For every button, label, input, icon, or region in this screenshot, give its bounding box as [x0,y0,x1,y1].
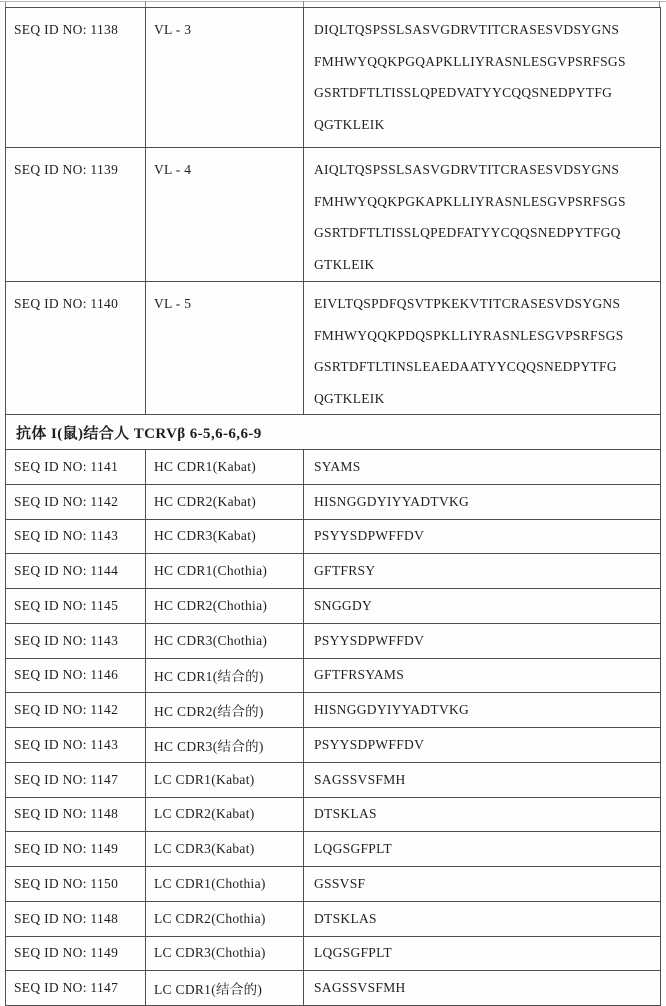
sequence-cell: HISNGGDYIYYADTVKG [304,693,661,728]
table-row [6,867,661,902]
sequence-cell: DIQLTQSPSSLSASVGDRVTITCRASESVDSYGNS FMHWYQQKPGQAPKLLIYRASNLESGVPSRFSGS GSRTDFTLTISSLQPEDVATYYCQQSNEDPYTFG QGTKLEIK [304,8,661,148]
seq-id-cell: SEQ ID NO: 1144 [6,554,146,589]
label-cell: LC CDR1(Chothia) [146,867,304,902]
seq-id-cell: SEQ ID NO: 1143 [6,623,146,658]
table-row [6,484,661,519]
table-row [6,148,661,282]
label-cell: HC CDR2(结合的) [146,693,304,728]
sequence-cell: DTSKLAS [304,901,661,936]
sequence-cell: GSSVSF [304,867,661,902]
table-row [6,554,661,589]
sequence-cell: SAGSSVSFMH [304,762,661,797]
label-cell: LC CDR3(Kabat) [146,832,304,867]
table-row [6,936,661,971]
table-row [6,658,661,693]
seq-id-cell: SEQ ID NO: 1147 [6,762,146,797]
label-cell: LC CDR1(Kabat) [146,762,304,797]
sequence-cell: PSYYSDPWFFDV [304,519,661,554]
table-row [6,8,661,148]
table-row [6,589,661,624]
label-cell: HC CDR3(Kabat) [146,519,304,554]
label-cell: HC CDR3(结合的) [146,728,304,763]
sequence-cell: GFTFRSYAMS [304,658,661,693]
label-cell: LC CDR2(Kabat) [146,797,304,832]
table-row [6,797,661,832]
sequence-cell: SYAMS [304,450,661,485]
label-cell: VL - 5 [146,282,304,415]
label-cell: LC CDR2(Chothia) [146,901,304,936]
label-cell: VL - 4 [146,148,304,282]
sequence-cell: PSYYSDPWFFDV [304,728,661,763]
table-row [6,728,661,763]
table-row [6,519,661,554]
section-header: 抗体 I(鼠)结合人 TCRVβ 6-5,6-6,6-9 [6,415,661,450]
table-row [6,282,661,415]
seq-id-cell: SEQ ID NO: 1143 [6,728,146,763]
sequence-cell: SAGSSVSFMH [304,971,661,1006]
seq-id-cell: SEQ ID NO: 1143 [6,519,146,554]
label-cell: HC CDR1(Kabat) [146,450,304,485]
seq-id-cell: SEQ ID NO: 1140 [6,282,146,415]
page-top-rule [0,1,666,2]
label-cell: LC CDR3(Chothia) [146,936,304,971]
seq-id-cell: SEQ ID NO: 1150 [6,867,146,902]
seq-id-cell: SEQ ID NO: 1149 [6,832,146,867]
label-cell: HC CDR1(Chothia) [146,554,304,589]
table-row [6,762,661,797]
sequence-cell: HISNGGDYIYYADTVKG [304,484,661,519]
sequence-cell: LQGSGFPLT [304,832,661,867]
seq-id-cell: SEQ ID NO: 1139 [6,148,146,282]
seq-id-cell: SEQ ID NO: 1141 [6,450,146,485]
seq-id-cell: SEQ ID NO: 1142 [6,693,146,728]
sequence-table [5,7,661,1006]
seq-id-cell: SEQ ID NO: 1142 [6,484,146,519]
sequence-cell: DTSKLAS [304,797,661,832]
label-cell: VL - 3 [146,8,304,148]
table-row [6,832,661,867]
label-cell: LC CDR1(结合的) [146,971,304,1006]
seq-id-cell: SEQ ID NO: 1145 [6,589,146,624]
table-row [6,971,661,1006]
label-cell: HC CDR2(Kabat) [146,484,304,519]
seq-id-cell: SEQ ID NO: 1146 [6,658,146,693]
table-row [6,623,661,658]
sequence-cell: LQGSGFPLT [304,936,661,971]
seq-id-cell: SEQ ID NO: 1147 [6,971,146,1006]
table-row [6,693,661,728]
sequence-cell: SNGGDY [304,589,661,624]
label-cell: HC CDR1(结合的) [146,658,304,693]
sequence-cell: GFTFRSY [304,554,661,589]
label-cell: HC CDR3(Chothia) [146,623,304,658]
section-header-row [6,415,661,450]
sequence-cell: PSYYSDPWFFDV [304,623,661,658]
sequence-cell: EIVLTQSPDFQSVTPKEKVTITCRASESVDSYGNS FMHWYQQKPDQSPKLLIYRASNLESGVPSRFSGS GSRTDFTLTINSLEAEDAATYYCQQSNEDPYTFG QGTKLEIK [304,282,661,415]
table-row [6,450,661,485]
seq-id-cell: SEQ ID NO: 1148 [6,901,146,936]
seq-id-cell: SEQ ID NO: 1138 [6,8,146,148]
label-cell: HC CDR2(Chothia) [146,589,304,624]
sequence-cell: AIQLTQSPSSLSASVGDRVTITCRASESVDSYGNS FMHWYQQKPGKAPKLLIYRASNLESGVPSRFSGS GSRTDFTLTISSLQPEDFATYYCQQSNEDPYTFGQ GTKLEIK [304,148,661,282]
seq-id-cell: SEQ ID NO: 1149 [6,936,146,971]
seq-id-cell: SEQ ID NO: 1148 [6,797,146,832]
table-row [6,901,661,936]
